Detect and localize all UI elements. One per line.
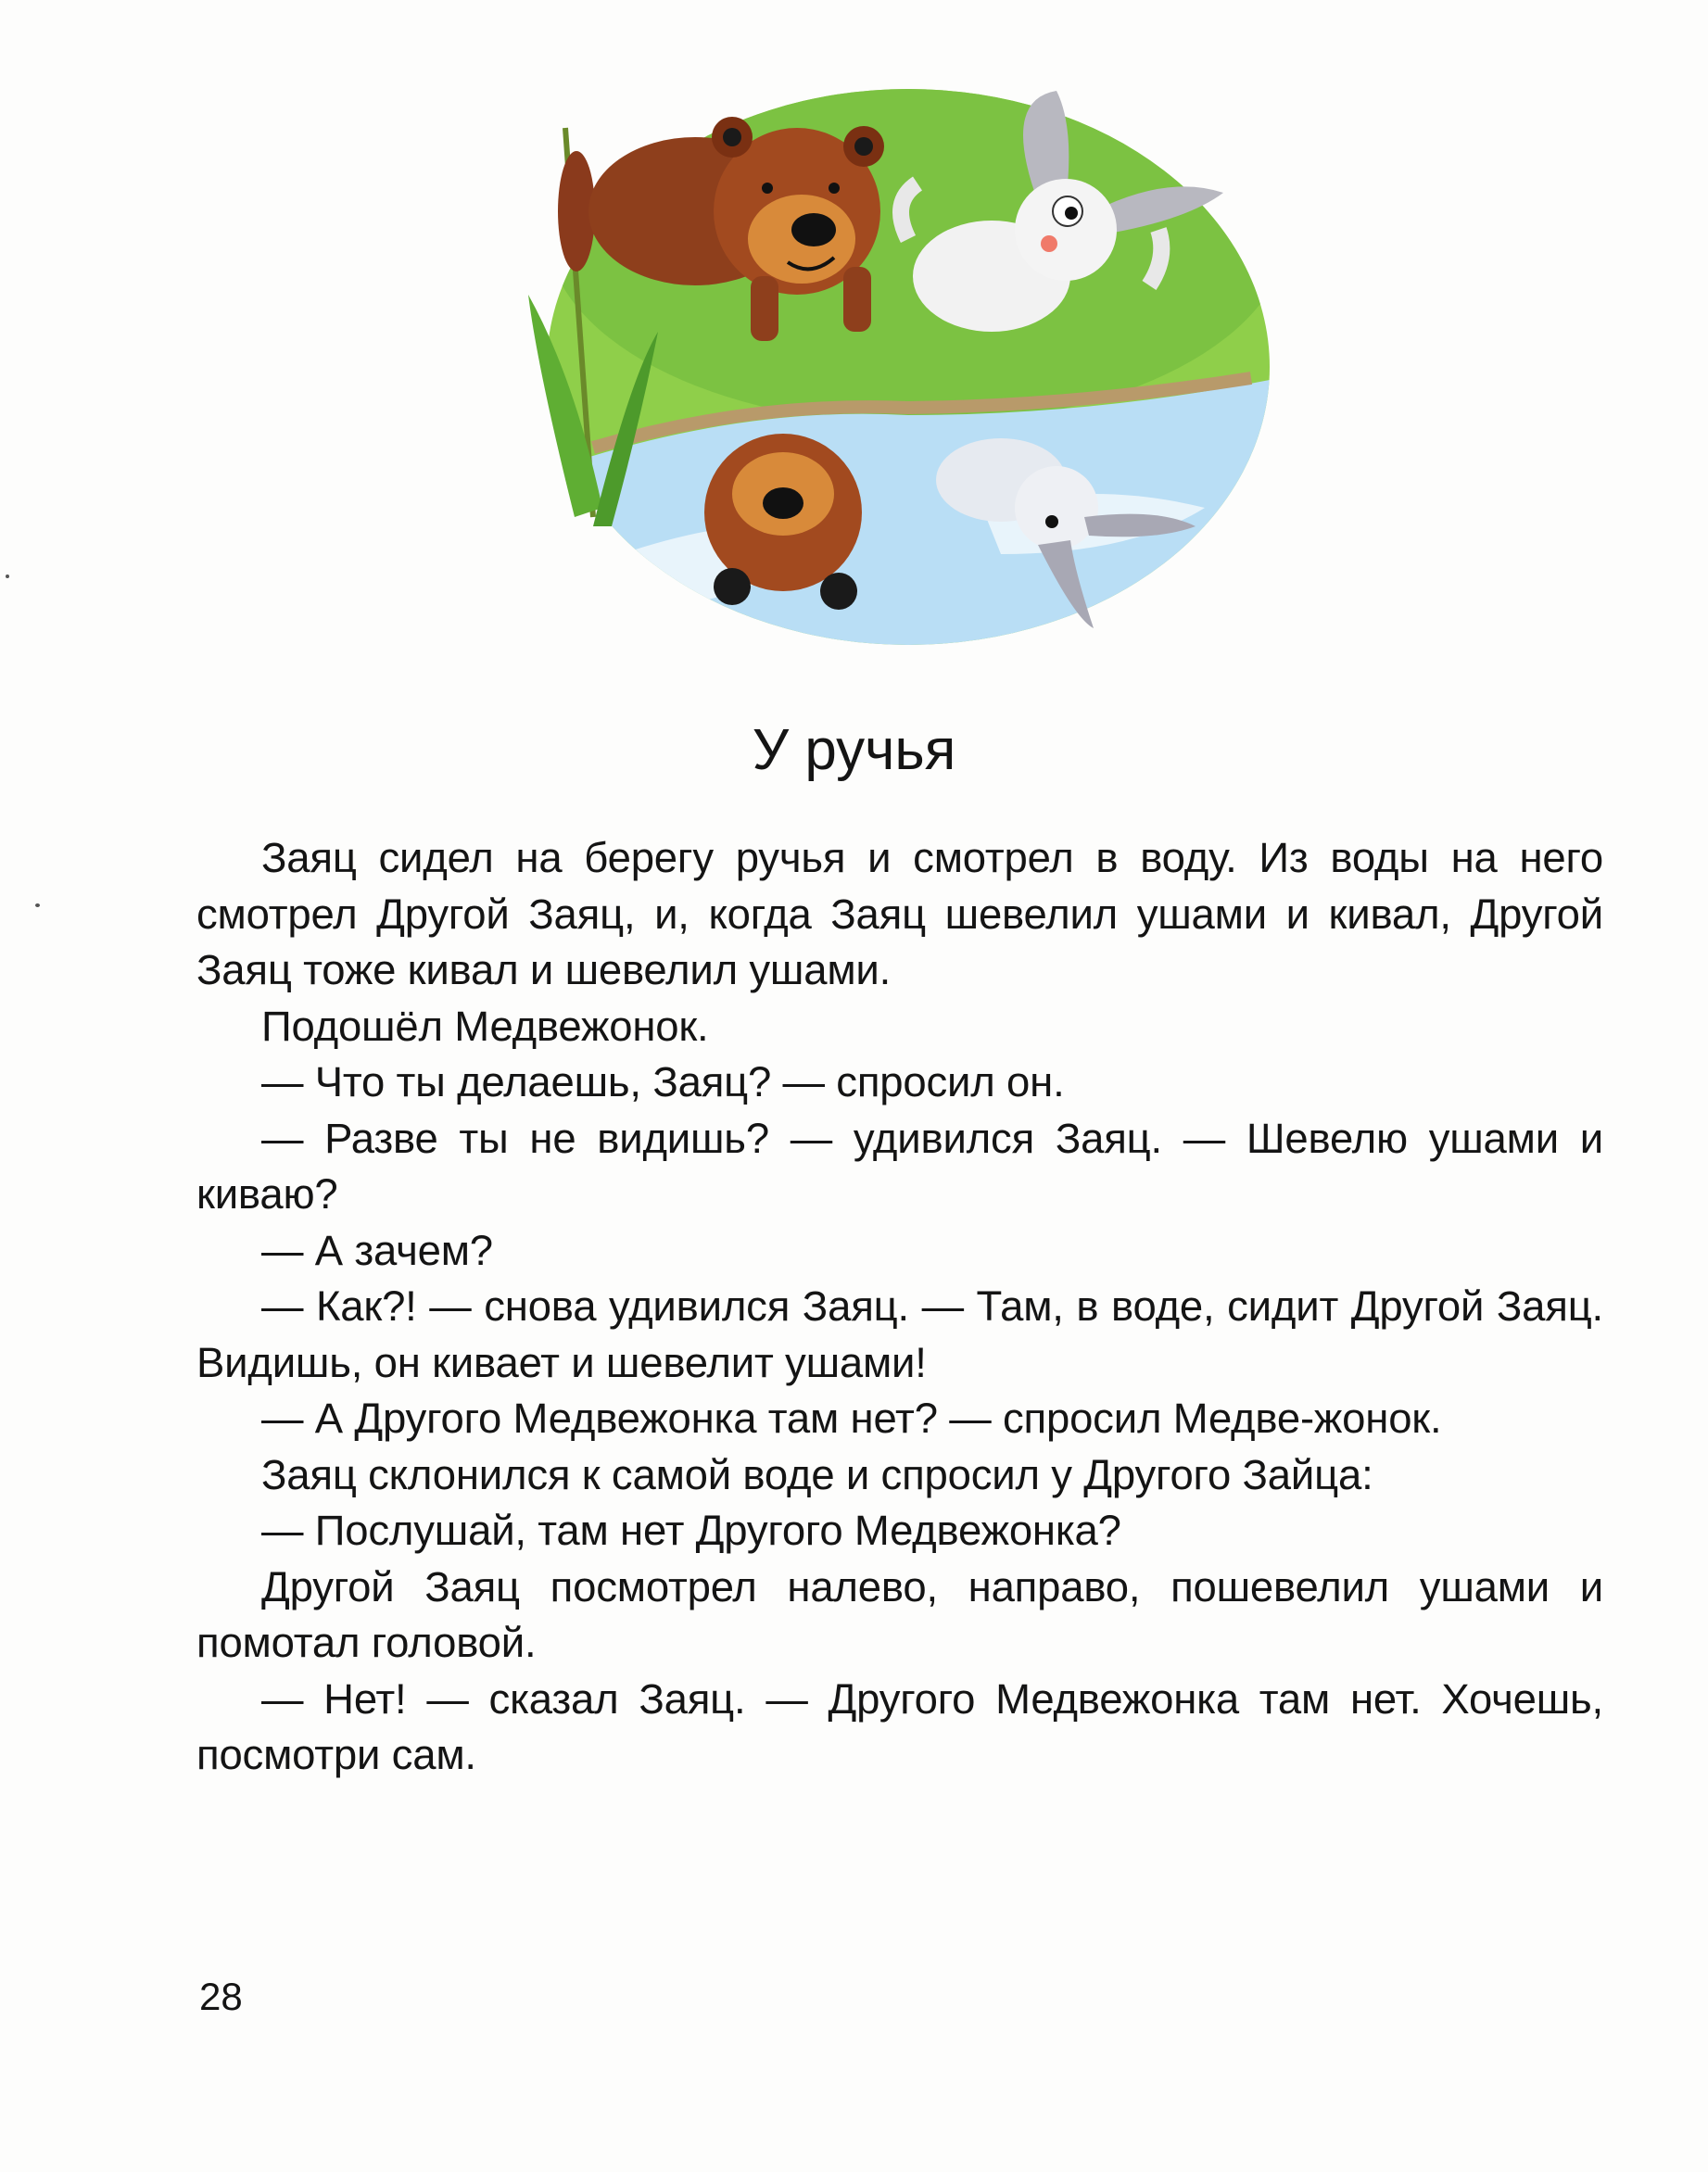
paragraph: — Как?! — снова удивился Заяц. — Там, в воде, сидит Другой Заяц. Видишь, он кивает и шевелит ушами! xyxy=(196,1282,1603,1386)
paragraph: — Послушай, там нет Другого Медвежонка? xyxy=(261,1507,1121,1554)
bear-and-hare-illustration xyxy=(519,72,1288,656)
scan-speck xyxy=(6,575,9,578)
paragraph: — Что ты делаешь, Заяц? — спросил он. xyxy=(261,1058,1065,1105)
page-title: У ручья xyxy=(752,718,956,782)
paragraph: — А Другого Медвежонка там нет? — спросил Медве-жонок. xyxy=(261,1395,1442,1442)
paragraph: Заяц склонился к самой воде и спросил у Другого Зайца: xyxy=(261,1450,1373,1498)
paragraph: — Разве ты не видишь? — удивился Заяц. — Шевелю ушами и киваю? xyxy=(196,1114,1603,1218)
paragraph: — Нет! — сказал Заяц. — Другого Медвежонка там нет. Хочешь, посмотри сам. xyxy=(196,1674,1603,1778)
paragraph: Подошёл Медвежонок. xyxy=(261,1002,709,1050)
scan-speck xyxy=(35,903,40,907)
story-text xyxy=(196,830,1603,1784)
paragraph: Заяц сидел на берегу ручья и смотрел в воду. Из воды на него смотрел Другой Заяц, и, когда Заяц шевелил ушами и кивал, Другой Заяц тоже кивал и шевелил ушами. xyxy=(196,834,1603,993)
page-number: 28 xyxy=(199,1975,243,2018)
paragraph: Другой Заяц посмотрел налево, направо, пошевелил ушами и помотал головой. xyxy=(196,1562,1603,1666)
paragraph: — А зачем? xyxy=(261,1226,493,1274)
